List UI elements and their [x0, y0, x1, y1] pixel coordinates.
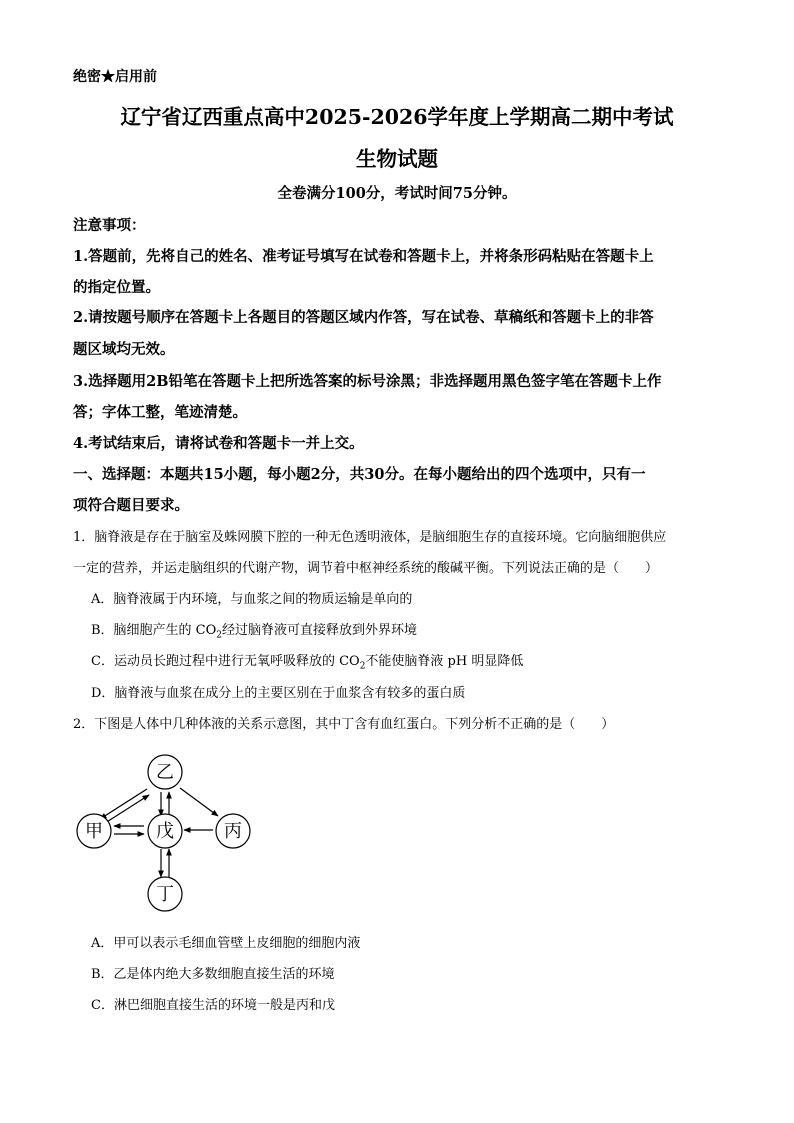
score-line: 全卷满分100分，考试时间75分钟。	[277, 185, 517, 202]
arrow-yi-to-jia	[100, 789, 147, 819]
q1-option-a: A．脑脊液属于内环境，与血浆之间的物质运输是单向的	[91, 592, 413, 607]
arrow-jia-to-yi	[102, 795, 149, 825]
exam-subtitle: 生物试题	[356, 147, 438, 171]
q1-option-c: C．运动员长跑过程中进行无氧呼吸释放的 $CO_2$不能使脑脊液 pH 明显降低	[91, 654, 524, 672]
section-heading-line-1: 一、选择题：本题共15小题，每小题2分，共30分。在每小题给出的四个选项中，只有一	[73, 466, 646, 483]
notice-item-2-line-2: 题区域均无效。	[73, 341, 175, 358]
node-label-top: 乙	[156, 762, 174, 783]
notice-item-4: 4.考试结束后，请将试卷和答题卡一并上交。	[73, 435, 364, 452]
arrow-yi-to-bing	[180, 788, 218, 816]
q1-option-b: B．脑细胞产生的 $CO_2$经过脑脊液可直接释放到外界环境	[91, 623, 418, 641]
notice-item-3-line-2: 答；字体工整，笔迹清楚。	[73, 404, 247, 421]
body-fluid-diagram	[68, 748, 268, 918]
notice-item-3-line-1: 3.选择题用2B铅笔在答题卡上把所选答案的标号涂黑；非选择题用黑色签字笔在答题卡上作	[73, 373, 662, 390]
exam-title: 辽宁省辽西重点高中2025-2026学年度上学期高二期中考试	[120, 105, 674, 129]
notice-item-2-line-1: 2.请按题号顺序在答题卡上各题目的答题区域内作答，写在试卷、草稿纸和答题卡上的非答	[73, 309, 654, 326]
q2-option-c: C．淋巴细胞直接生活的环境一般是丙和戊	[91, 998, 335, 1013]
q1-stem-line-1: 1．脑脊液是存在于脑室及蛛网膜下腔的一种无色透明液体，是脑细胞生存的直接环境。它向脑细胞供应	[73, 530, 667, 545]
section-heading-line-2: 项符合题目要求。	[73, 497, 189, 514]
q2-stem: 2．下图是人体中几种体液的关系示意图，其中丁含有血红蛋白。下列分析不正确的是（ ）	[73, 717, 615, 732]
notice-heading: 注意事项：	[73, 217, 146, 234]
node-label-bottom: 丁	[156, 884, 174, 905]
secret-mark: 绝密★启用前	[73, 69, 157, 85]
notice-item-1-line-1: 1.答题前，先将自己的姓名、准考证号填写在试卷和答题卡上，并将条形码粘贴在答题卡上	[73, 248, 654, 265]
q2-option-a: A．甲可以表示毛细血管壁上皮细胞的细胞内液	[91, 936, 361, 951]
q1-option-d: D．脑脊液与血浆在成分上的主要区别在于血浆含有较多的蛋白质	[91, 686, 466, 701]
notice-item-1-line-2: 的指定位置。	[73, 279, 160, 296]
q2-option-b: B．乙是体内绝大多数细胞直接生活的环境	[91, 967, 335, 982]
node-label-right: 丙	[224, 821, 242, 842]
node-label-left: 甲	[85, 821, 103, 842]
node-label-center: 戊	[156, 821, 174, 842]
q1-stem-line-2: 一定的营养，并运走脑组织的代谢产物，调节着中枢神经系统的酸碱平衡。下列说法正确的是（ ）	[73, 561, 659, 576]
